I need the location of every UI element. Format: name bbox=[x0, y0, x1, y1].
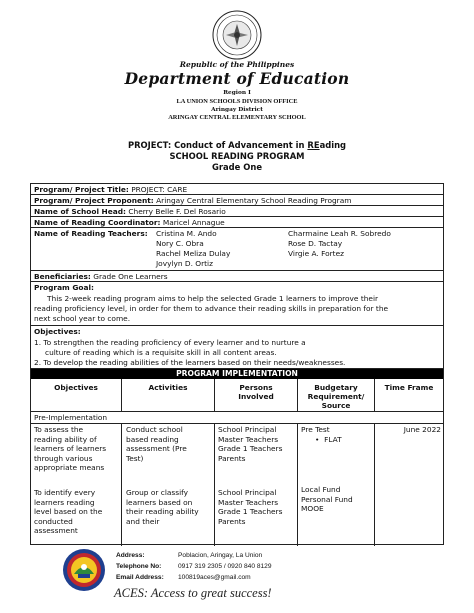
col-activities: Activities bbox=[148, 383, 188, 392]
school-label: ARINGAY CENTRAL ELEMENTARY SCHOOL bbox=[168, 114, 306, 121]
row1-budget: Pre Test • FLAT bbox=[301, 425, 342, 444]
email-label: Email Address: bbox=[116, 574, 164, 581]
row1-activity: Conduct school based reading assessment (Pre Test) bbox=[126, 425, 187, 463]
deped-seal-icon bbox=[212, 10, 262, 60]
district-label: Aringay District bbox=[211, 107, 263, 113]
project-title: PROJECT: Conduct of Advancement in REading bbox=[127, 140, 347, 150]
email-value: 100819aces@gmail.com bbox=[178, 574, 251, 581]
row2-activity: Group or classify learners based on their reading ability and their bbox=[126, 488, 199, 526]
address-label: Address: bbox=[116, 552, 145, 559]
republic-label: Republic of the Philippines bbox=[179, 60, 295, 69]
col-budget: Budgetary Requirement/ Source bbox=[307, 383, 365, 410]
region-label: Region I bbox=[223, 90, 251, 96]
row2-persons: School Principal Master Teachers Grade 1 Teachers Parents bbox=[218, 488, 283, 526]
proponent-row: Program/ Project Proponent: Aringay Central Elementary School Reading Program bbox=[31, 195, 443, 206]
col-time-frame: Time Frame bbox=[384, 383, 434, 392]
row1-time-frame: June 2022 bbox=[403, 425, 441, 434]
row2-objective: To identify every learners reading level based on the conducted assessment bbox=[34, 488, 103, 536]
motto: ACES: Access to great success! bbox=[114, 586, 272, 600]
telephone-label: Telephone No: bbox=[116, 563, 162, 570]
col-objectives: Objectives bbox=[54, 383, 98, 392]
bullet-icon: • bbox=[315, 434, 320, 444]
department-title: Department of Education bbox=[124, 69, 350, 88]
row1-persons: School Principal Master Teachers Grade 1 Teachers Parents bbox=[218, 425, 283, 463]
col-persons: Persons Involved bbox=[238, 383, 274, 401]
phase-divider bbox=[31, 423, 443, 424]
division-label: LA UNION SCHOOLS DIVISION OFFICE bbox=[176, 98, 298, 105]
row1-objective: To assess the reading ability of learners of learners through various appropriate means bbox=[34, 425, 107, 473]
program-table bbox=[30, 183, 444, 545]
implementation-banner: PROGRAM IMPLEMENTATION bbox=[31, 369, 443, 379]
telephone-value: 0917 319 2305 / 0920 840 8129 bbox=[178, 563, 272, 570]
header-divider bbox=[31, 411, 443, 412]
coordinator-row: Name of Reading Coordinator: Maricel Annague bbox=[31, 217, 443, 228]
title-row: Program/ Project Title: PROJECT: CARE bbox=[31, 184, 443, 195]
school-seal-icon bbox=[62, 548, 106, 592]
program-name: SCHOOL READING PROGRAM bbox=[169, 151, 305, 161]
row2-budget: Local Fund Personal Fund MOOE bbox=[301, 485, 353, 514]
school-head-row: Name of School Head: Cherry Belle F. Del Rosario bbox=[31, 206, 443, 217]
goal-row: Program Goal: This 2-week reading program aims to help the selected Grade 1 learners to improve their reading proficiency level, in order for them to advance their reading skills in preparation for the next school year to come. bbox=[31, 282, 443, 326]
objectives-row: Objectives: 1. To strengthen the reading proficiency of every learner and to nurture a culture of reading which is a requisite skill in all content areas. 2. To develop the reading abilities of the learners based on their needs/weaknesses. bbox=[31, 326, 443, 369]
beneficiaries-row: Beneficiaries: Grade One Learners bbox=[31, 271, 443, 282]
grade-level: Grade One bbox=[211, 162, 262, 172]
teachers-row: Name of Reading Teachers: Cristina M. Ando Nory C. Obra Rachel Meliza Dulay Jovylyn D. Ortiz Charmaine Leah R. Sobredo Rose D. Tactay Virgie A. Fortez bbox=[31, 228, 443, 271]
phase-label: Pre-Implementation bbox=[34, 413, 108, 422]
address-value: Poblacion, Aringay, La Union bbox=[178, 552, 263, 559]
